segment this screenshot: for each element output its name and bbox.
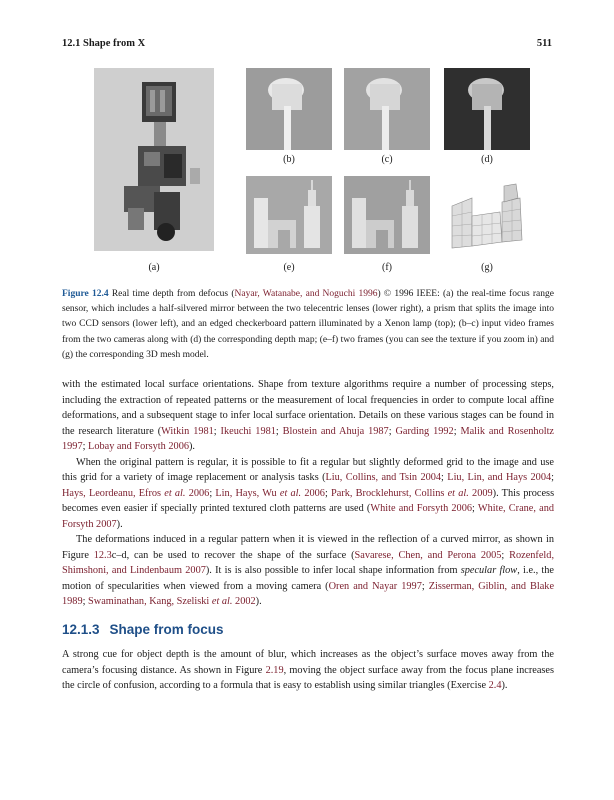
- panel-f-frame-2: [344, 176, 430, 254]
- citation-link[interactable]: [215, 488, 325, 499]
- panel-e-frame-1: [246, 176, 332, 254]
- figure-link[interactable]: 2.19: [265, 664, 284, 676]
- panel-a-focus-sensor-image: [94, 68, 214, 251]
- label-b: (b): [283, 154, 295, 165]
- exercise-link[interactable]: 2.4: [488, 680, 502, 691]
- text: 2006: [301, 487, 325, 499]
- figure-12-4: [62, 68, 552, 280]
- citation-link[interactable]: White and Forsyth 2006: [370, 503, 473, 514]
- label-g: (g): [481, 262, 493, 273]
- text: 2009: [468, 487, 493, 499]
- figure-link[interactable]: 12.3: [93, 549, 112, 561]
- citation-link[interactable]: Garding 1992: [395, 425, 454, 437]
- citation-link[interactable]: White, Crane, and Forsyth 2007: [62, 503, 555, 530]
- citation-link[interactable]: Rozenfeld, Shimshoni, and Lindenbaum 2007: [62, 549, 555, 576]
- citation-link[interactable]: Witkin 1981: [161, 425, 214, 437]
- citation-link[interactable]: Zisserman, Giblin, and Blake 1989: [62, 580, 555, 607]
- text: When the original pattern is regular, it is possible to fit a regular but slightly deformed grid to the image and use this grid for a variety of image replacement or analysis tasks (: [62, 456, 554, 483]
- paragraph-2: [62, 455, 554, 533]
- text: Hays, Leordeanu, Efros: [62, 487, 165, 499]
- text: ).: [189, 441, 196, 452]
- section-heading: [62, 622, 554, 638]
- text: ;: [82, 596, 89, 607]
- text: ;: [421, 580, 429, 592]
- page-number: 511: [536, 38, 552, 49]
- figure-caption: [62, 287, 554, 363]
- text: ;: [472, 503, 478, 514]
- text: ;: [82, 441, 89, 452]
- paragraph-3: [62, 532, 554, 610]
- text: 2002: [232, 596, 256, 607]
- body-text: [62, 377, 554, 694]
- citation-link[interactable]: [88, 596, 256, 607]
- citation-link[interactable]: [331, 488, 493, 499]
- emphasis: specular flow: [460, 565, 518, 576]
- citation-link[interactable]: Lobay and Forsyth 2006: [88, 441, 189, 452]
- text: The deformations induced in a regular pattern when it is viewed in the reflection of a curved mirror, as shown in Figure: [62, 534, 554, 561]
- text: c–d, can be used to recover the shape of the surface (: [111, 549, 355, 561]
- text: ;: [551, 472, 554, 483]
- text: 2006: [185, 487, 210, 499]
- header-section-title: 12.1 Shape from X: [62, 38, 146, 49]
- text: with the estimated local surface orientations. Shape from texture algorithms require a number of processing steps, including the extraction of repeated patterns or the measurement of local frequencies in order to compute local affine deformations, and a subsequent stage to infer local surface orientation. Details on these various stages can be found in the research literature (: [62, 379, 554, 437]
- text: ;: [501, 549, 510, 561]
- section-title: Shape from focus: [109, 621, 224, 637]
- section-number: 12.1.3: [62, 621, 100, 637]
- text: A strong cue for object depth is the amount of blur, which increases as the object’s surface moves away from the camera’s focusing distance. As shown in Figure: [62, 649, 554, 676]
- panel-b-input-frame-1: [246, 68, 332, 150]
- citation-link[interactable]: Malik and Rosenholtz 1997: [62, 425, 555, 452]
- running-header: [62, 38, 552, 52]
- citation-link[interactable]: Oren and Nayar 1997: [328, 580, 422, 592]
- label-e: (e): [283, 262, 295, 273]
- caption-text: Real time depth from defocus (: [108, 289, 235, 299]
- paragraph-1: [62, 377, 554, 455]
- label-f: (f): [382, 262, 392, 273]
- citation-link[interactable]: Blostein and Ahuja 1987: [282, 425, 389, 437]
- text: Lin, Hays, Wu: [215, 487, 280, 499]
- text: et al.: [164, 487, 186, 499]
- label-d: (d): [481, 154, 493, 165]
- label-c: (c): [381, 154, 393, 165]
- text: ).: [255, 596, 262, 607]
- citation-link[interactable]: [62, 488, 209, 499]
- text: et al.: [447, 487, 469, 499]
- citation-link[interactable]: Liu, Collins, and Tsin 2004: [325, 472, 442, 483]
- panel-g-3d-mesh: [442, 176, 534, 254]
- panel-c-input-frame-2: [344, 68, 430, 150]
- citation-link[interactable]: Liu, Lin, and Hays 2004: [447, 472, 552, 483]
- text: ;: [324, 487, 332, 499]
- text: et al.: [211, 596, 233, 607]
- text: ;: [453, 425, 461, 437]
- text: et al.: [279, 487, 302, 499]
- citation-link[interactable]: Savarese, Chen, and Perona 2005: [354, 549, 502, 561]
- text: ;: [209, 487, 216, 499]
- text: ). It is is also possible to infer local shape information from: [205, 565, 461, 576]
- text: ). This process becomes even easier if specially printed textured cloth patterns are used (: [62, 487, 555, 514]
- text: ;: [275, 425, 283, 437]
- caption-text: ) © 1996 IEEE: (a) the real-time focus range sensor, which includes a half-silvered mirror between the two telecentric lenses (lower right), a prism that splits the image into two CCD sensors (lower left), and an edged checkerboard pattern illuminated by a Xenon lamp (top); (b–c) input video frames from the two cameras along with (d) the corresponding depth map; (e–f) two frames (you can see the texture if you zoom in) and (g) the corresponding 3D mesh model.: [62, 289, 554, 360]
- text: ).: [116, 518, 123, 530]
- citation-link[interactable]: Ikeuchi 1981: [220, 425, 276, 437]
- panel-d-depth-map: [444, 68, 530, 150]
- text: , i.e., the motion of specularities when viewed from a moving camera (: [62, 565, 554, 592]
- figure-number: Figure 12.4: [62, 289, 109, 299]
- text: Park, Brocklehurst, Collins: [331, 487, 448, 499]
- text: ;: [441, 472, 448, 483]
- text: ;: [388, 425, 396, 437]
- label-a: (a): [148, 262, 160, 273]
- text: Swaminathan, Kang, Szeliski: [88, 596, 212, 607]
- text: ).: [501, 680, 508, 691]
- text: , moving the object surface away from the focus plane increases the circle of confusion, according to a formula that is easy to establish using similar triangles (Exercise: [62, 664, 554, 691]
- text: ;: [213, 425, 221, 437]
- paragraph-4: [62, 647, 554, 694]
- citation-link[interactable]: Nayar, Watanabe, and Noguchi 1996: [234, 289, 378, 299]
